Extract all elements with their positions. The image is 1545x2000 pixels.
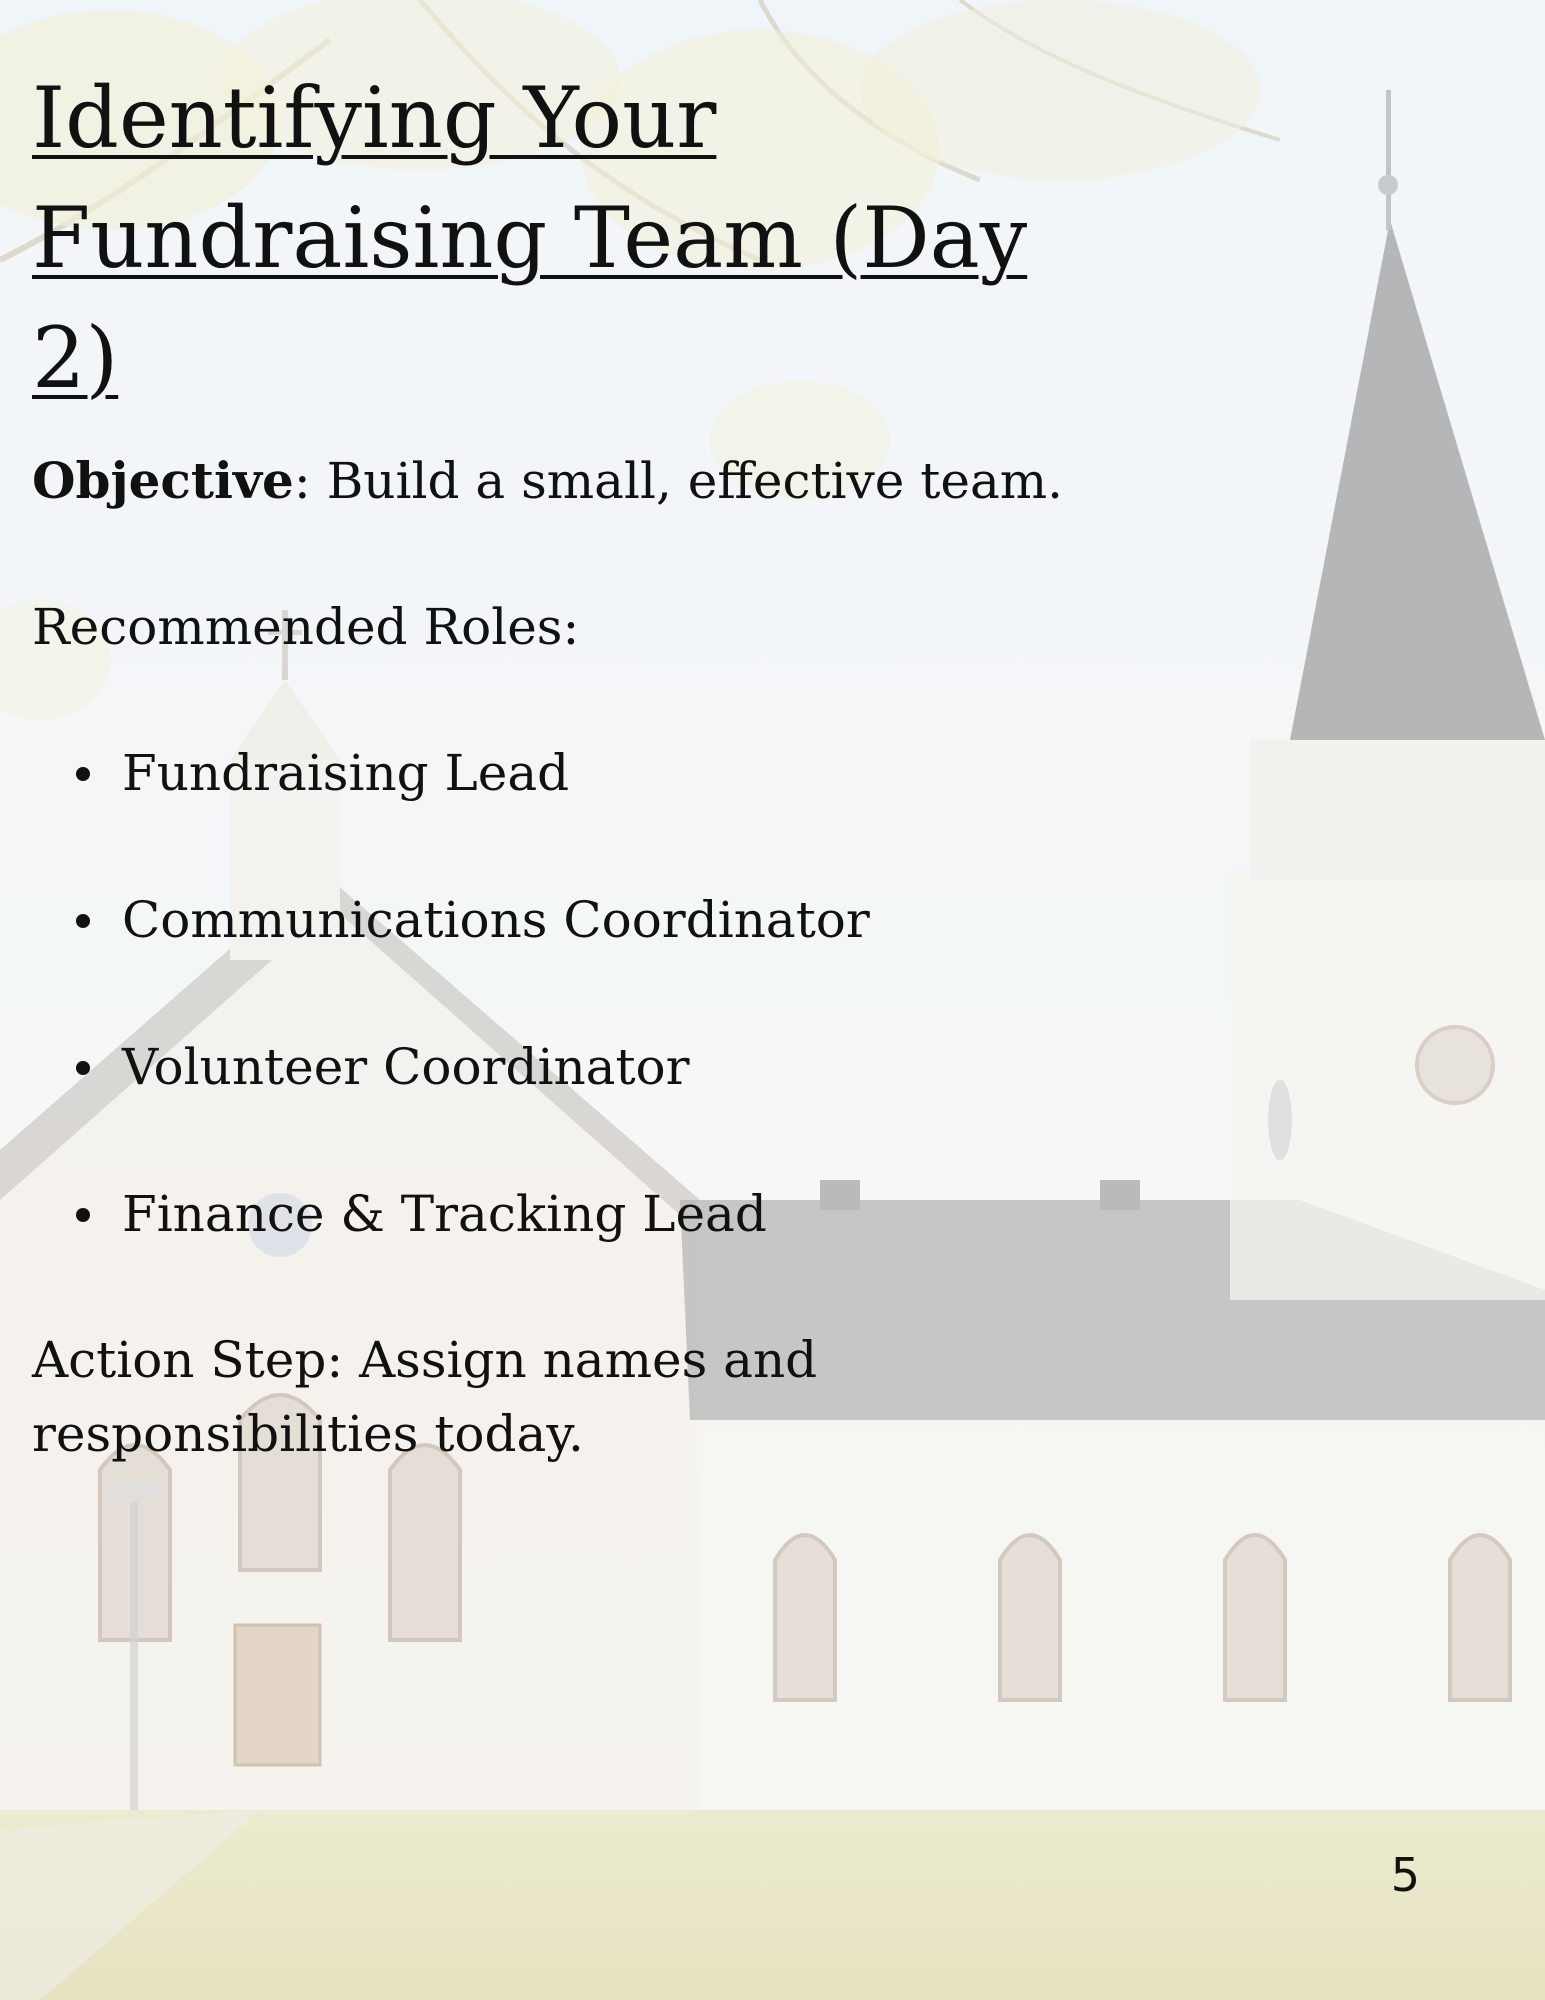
roles-heading: Recommended Roles: — [32, 598, 580, 656]
objective-line — [32, 444, 1212, 518]
page-title: Identifying Your Fundraising Team (Day 2) — [32, 69, 1028, 407]
objective-label: Objective — [32, 451, 294, 510]
list-item — [32, 1177, 1212, 1251]
list-item — [32, 736, 1212, 810]
role-label: Finance & Tracking Lead — [122, 1185, 767, 1243]
bullet-icon — [76, 1061, 90, 1075]
role-label: Volunteer Coordinator — [122, 1038, 690, 1096]
page-number: 5 — [1390, 1848, 1420, 1902]
list-item — [32, 883, 1212, 957]
page-content — [32, 58, 1212, 1471]
action-step: Action Step: Assign names and responsibilities today. — [32, 1331, 818, 1463]
role-label: Fundraising Lead — [122, 744, 570, 802]
list-item — [32, 1030, 1212, 1104]
objective-text: : Build a small, effective team. — [293, 452, 1064, 510]
role-label: Communications Coordinator — [122, 891, 870, 949]
roles-list — [32, 736, 1212, 1251]
bullet-icon — [76, 1208, 90, 1222]
bullet-icon — [76, 767, 90, 781]
bullet-icon — [76, 914, 90, 928]
